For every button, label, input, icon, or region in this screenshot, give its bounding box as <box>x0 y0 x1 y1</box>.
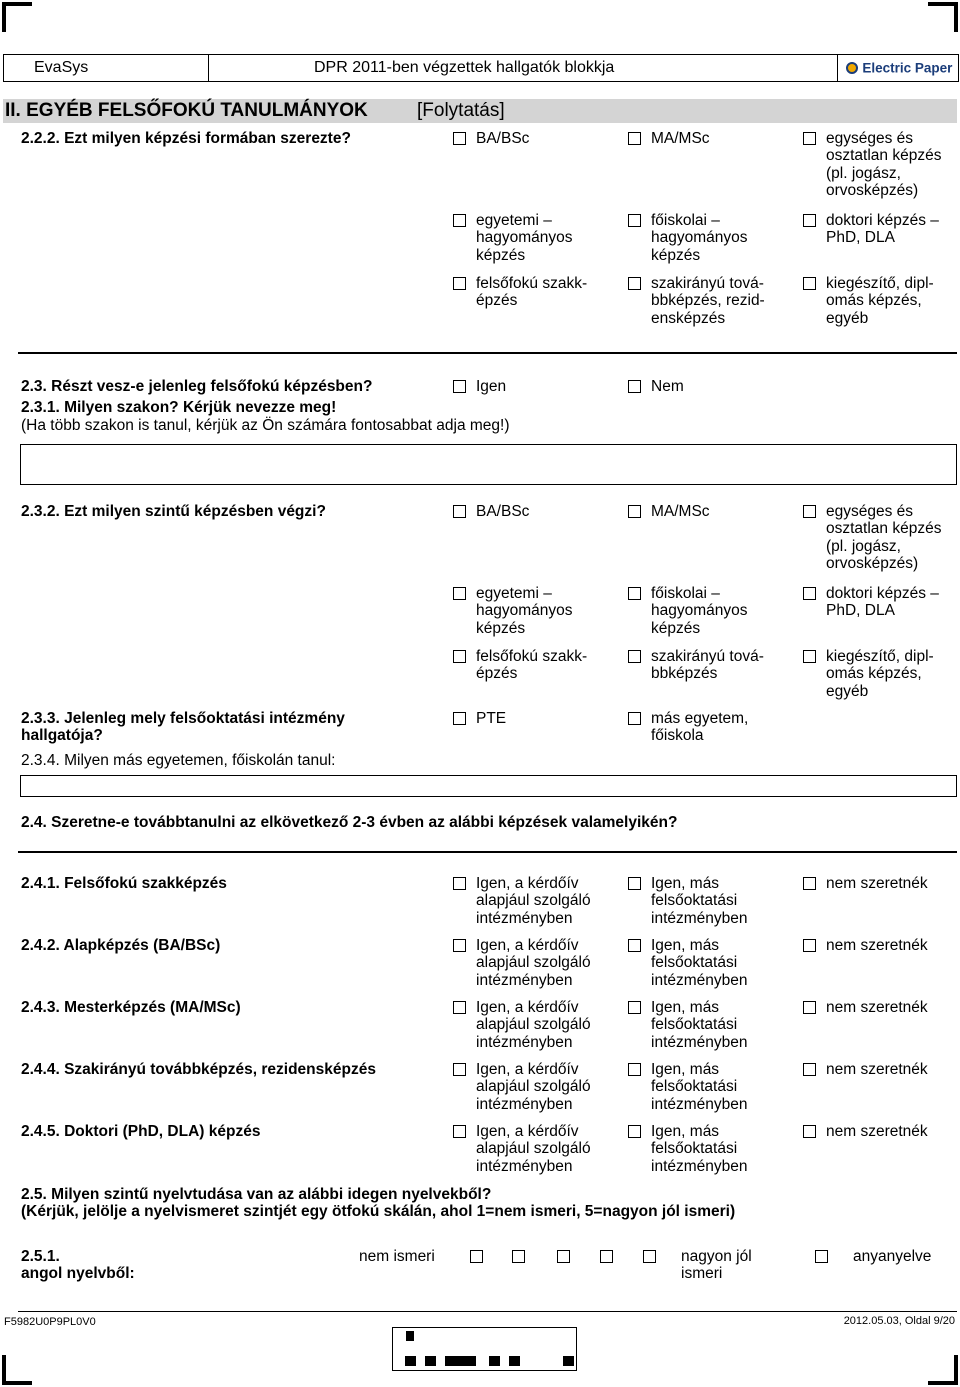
header-block-title: DPR 2011-ben végzettek hallgatók blokkja <box>314 59 615 76</box>
question-2-2-2: 2.2.2. Ezt milyen képzési formában szerezte? <box>21 130 351 147</box>
checkbox-q232-doktori[interactable] <box>803 587 816 600</box>
header-app-name: EvaSys <box>34 59 89 76</box>
checkbox-q232-foiskolai[interactable] <box>628 587 641 600</box>
barcode-mark <box>509 1356 520 1366</box>
question-2-5-1: 2.5.1. angol nyelvből: <box>21 1248 135 1283</box>
question-2-3: 2.3. Részt vesz-e jelenleg felsőfokú képzésben? <box>21 378 373 395</box>
label-q232-doktori: doktori képzés – PhD, DLA <box>826 585 939 620</box>
label-q232-ma-msc: MA/MSc <box>651 503 710 520</box>
checkbox-angol-5[interactable] <box>643 1250 656 1263</box>
q24-row-label: 2.4.5. Doktori (PhD, DLA) képzés <box>21 1123 261 1140</box>
checkbox-angol-2[interactable] <box>512 1250 525 1263</box>
label-q232-osztatlan: egységes és osztatlan képzés (pl. jogász, orvosképzés) <box>826 503 942 573</box>
scale-label-high: nagyon jól ismeri <box>681 1248 752 1283</box>
checkbox-q233-mas-egyetem[interactable] <box>628 712 641 725</box>
crop-mark-top-right <box>928 2 958 32</box>
label-q24-row5-opt2: Igen, más felsőoktatási intézményben <box>651 1123 748 1175</box>
mas-egyetem-text-field[interactable] <box>20 775 957 797</box>
question-2-3-1-note: (Ha több szakon is tanul, kérjük az Ön számára fontosabbat adja meg!) <box>21 417 510 434</box>
crop-mark-bottom-left <box>2 1355 32 1385</box>
q24-row-label: 2.4.3. Mesterképzés (MA/MSc) <box>21 999 241 1016</box>
barcode-mark <box>445 1356 476 1366</box>
label-q24-row2-opt3: nem szeretnék <box>826 937 928 954</box>
checkbox-angol-anyanyelve[interactable] <box>815 1250 828 1263</box>
label-q222-osztatlan: egységes és osztatlan képzés (pl. jogász, orvosképzés) <box>826 130 942 200</box>
label-q222-szakkepzes: felsőfokú szakk- épzés <box>476 275 588 310</box>
checkbox-q222-kiegeszito[interactable] <box>803 277 816 290</box>
label-q23-igen: Igen <box>476 378 507 395</box>
checkbox-q222-osztatlan[interactable] <box>803 132 816 145</box>
crop-mark-top-left <box>2 2 32 32</box>
checkbox-q222-szakiranyu[interactable] <box>628 277 641 290</box>
label-q222-szakiranyu: szakirányú tová- bbképzés, rezid- ensképzés <box>651 275 765 327</box>
section-title-bar <box>3 99 957 123</box>
checkbox-q24-row2-opt1[interactable] <box>453 939 466 952</box>
label-q222-ma-msc: MA/MSc <box>651 130 710 147</box>
page-number: 2012.05.03, Oldal 9/20 <box>843 1315 955 1327</box>
checkbox-q24-row1-opt3[interactable] <box>803 877 816 890</box>
label-q222-foiskolai: főiskolai – hagyományos képzés <box>651 212 748 264</box>
scale-label-low: nem ismeri <box>359 1248 435 1265</box>
label-q232-egyetemi: egyetemi – hagyományos képzés <box>476 585 573 637</box>
q24-row-label: 2.4.1. Felsőfokú szakképzés <box>21 875 227 892</box>
checkbox-angol-4[interactable] <box>600 1250 613 1263</box>
checkbox-q24-row4-opt1[interactable] <box>453 1063 466 1076</box>
checkbox-q232-szakiranyu[interactable] <box>628 650 641 663</box>
logo-icon <box>846 62 858 74</box>
question-2-3-4: 2.3.4. Milyen más egyetemen, főiskolán tanul: <box>21 752 336 769</box>
label-q222-egyetemi: egyetemi – hagyományos képzés <box>476 212 573 264</box>
label-q232-foiskolai: főiskolai – hagyományos képzés <box>651 585 748 637</box>
checkbox-q24-row4-opt3[interactable] <box>803 1063 816 1076</box>
checkbox-q24-row5-opt2[interactable] <box>628 1125 641 1138</box>
barcode-frame <box>392 1327 577 1371</box>
checkbox-q222-foiskolai[interactable] <box>628 214 641 227</box>
form-code: F5982U0P9PL0V0 <box>4 1316 96 1328</box>
checkbox-q24-row3-opt1[interactable] <box>453 1001 466 1014</box>
checkbox-q23-nem[interactable] <box>628 380 641 393</box>
checkbox-q24-row1-opt2[interactable] <box>628 877 641 890</box>
barcode-mark <box>405 1356 416 1366</box>
question-2-3-1: 2.3.1. Milyen szakon? Kérjük nevezze meg! <box>21 399 337 416</box>
checkbox-q232-szakkepzes[interactable] <box>453 650 466 663</box>
checkbox-q232-osztatlan[interactable] <box>803 505 816 518</box>
checkbox-q222-ma-msc[interactable] <box>628 132 641 145</box>
checkbox-q233-pte[interactable] <box>453 712 466 725</box>
checkbox-q222-doktori[interactable] <box>803 214 816 227</box>
checkbox-q232-ba-bsc[interactable] <box>453 505 466 518</box>
checkbox-q222-szakkepzes[interactable] <box>453 277 466 290</box>
label-q232-szakiranyu: szakirányú tová- bbképzés <box>651 648 764 683</box>
label-q232-szakkepzes: felsőfokú szakk- épzés <box>476 648 588 683</box>
question-2-3-3: 2.3.3. Jelenleg mely felsőoktatási intézmény hallgatója? <box>21 710 345 745</box>
label-q24-row3-opt3: nem szeretnék <box>826 999 928 1016</box>
checkbox-q24-row2-opt2[interactable] <box>628 939 641 952</box>
checkbox-q24-row5-opt3[interactable] <box>803 1125 816 1138</box>
label-q24-row3-opt1: Igen, a kérdőív alapjául szolgáló intézményben <box>476 999 591 1051</box>
label-q24-row1-opt1: Igen, a kérdőív alapjául szolgáló intézményben <box>476 875 591 927</box>
checkbox-angol-3[interactable] <box>557 1250 570 1263</box>
label-q233-pte: PTE <box>476 710 507 727</box>
footer-divider <box>18 1311 957 1312</box>
q24-row-label: 2.4.2. Alapképzés (BA/BSc) <box>21 937 221 954</box>
label-q222-ba-bsc: BA/BSc <box>476 130 530 147</box>
checkbox-q232-ma-msc[interactable] <box>628 505 641 518</box>
checkbox-q24-row4-opt2[interactable] <box>628 1063 641 1076</box>
electric-paper-logo: Electric Paper <box>846 59 952 77</box>
checkbox-q24-row2-opt3[interactable] <box>803 939 816 952</box>
barcode-mark <box>425 1356 436 1366</box>
label-q24-row2-opt2: Igen, más felsőoktatási intézményben <box>651 937 748 989</box>
label-q232-ba-bsc: BA/BSc <box>476 503 530 520</box>
label-q232-kiegeszito: kiegészítő, dipl- omás képzés, egyéb <box>826 648 934 700</box>
question-2-4: 2.4. Szeretne-e továbbtanulni az elkövetkező 2-3 évben az alábbi képzések valamelyikén? <box>21 814 678 831</box>
label-q233-mas-egyetem: más egyetem, főiskola <box>651 710 749 745</box>
label-q222-kiegeszito: kiegészítő, dipl- omás képzés, egyéb <box>826 275 934 327</box>
barcode-mark <box>563 1356 574 1366</box>
checkbox-q23-igen[interactable] <box>453 380 466 393</box>
crop-mark-bottom-right <box>928 1355 958 1385</box>
section-title: II. EGYÉB FELSŐFOKÚ TANULMÁNYOK <box>5 100 368 121</box>
checkbox-q24-row5-opt1[interactable] <box>453 1125 466 1138</box>
label-q24-row4-opt2: Igen, más felsőoktatási intézményben <box>651 1061 748 1113</box>
question-2-3-2: 2.3.2. Ezt milyen szintű képzésben végzi? <box>21 503 326 520</box>
label-q24-row1-opt3: nem szeretnék <box>826 875 928 892</box>
checkbox-q24-row1-opt1[interactable] <box>453 877 466 890</box>
label-q24-row5-opt1: Igen, a kérdőív alapjául szolgáló intézményben <box>476 1123 591 1175</box>
label-q24-row5-opt3: nem szeretnék <box>826 1123 928 1140</box>
label-anyanyelve: anyanyelve <box>853 1248 932 1265</box>
page-header <box>3 54 959 82</box>
question-2-5: 2.5. Milyen szintű nyelvtudása van az alábbi idegen nyelvekből? <box>21 1186 492 1203</box>
label-q24-row1-opt2: Igen, más felsőoktatási intézményben <box>651 875 748 927</box>
checkbox-q24-row3-opt3[interactable] <box>803 1001 816 1014</box>
label-q23-nem: Nem <box>651 378 684 395</box>
q24-row-label: 2.4.4. Szakirányú továbbképzés, rezidensképzés <box>21 1061 376 1078</box>
checkbox-q24-row3-opt2[interactable] <box>628 1001 641 1014</box>
barcode-mark <box>489 1356 500 1366</box>
label-q24-row2-opt1: Igen, a kérdőív alapjául szolgáló intézményben <box>476 937 591 989</box>
szak-text-field[interactable] <box>20 444 957 485</box>
label-q24-row4-opt3: nem szeretnék <box>826 1061 928 1078</box>
checkbox-q232-egyetemi[interactable] <box>453 587 466 600</box>
divider <box>18 851 957 853</box>
label-q24-row3-opt2: Igen, más felsőoktatási intézményben <box>651 999 748 1051</box>
checkbox-q222-egyetemi[interactable] <box>453 214 466 227</box>
question-2-5-note: (Kérjük, jelölje a nyelvismeret szintjét egy ötfokú skálán, ahol 1=nem ismeri, 5=nagyon jól ismeri) <box>21 1203 736 1220</box>
checkbox-angol-1[interactable] <box>470 1250 483 1263</box>
section-subtitle: [Folytatás] <box>417 100 505 121</box>
label-q24-row4-opt1: Igen, a kérdőív alapjául szolgáló intézményben <box>476 1061 591 1113</box>
checkbox-q222-ba-bsc[interactable] <box>453 132 466 145</box>
checkbox-q232-kiegeszito[interactable] <box>803 650 816 663</box>
label-q222-doktori: doktori képzés – PhD, DLA <box>826 212 939 247</box>
divider <box>18 352 957 354</box>
